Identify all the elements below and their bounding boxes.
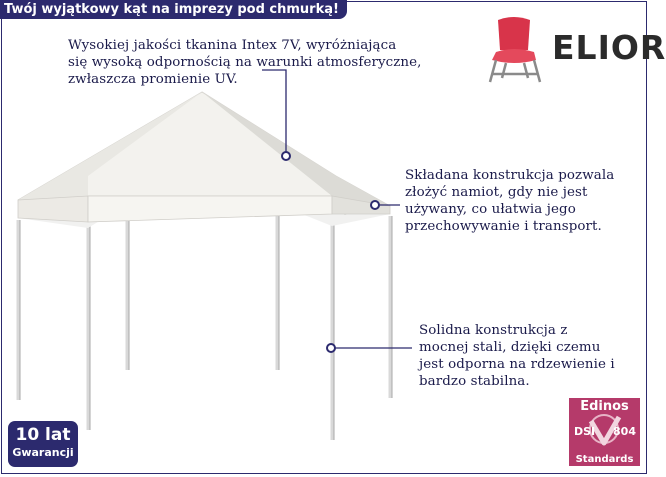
warranty-badge — [8, 421, 78, 467]
page-title: Twój wyjątkowy kąt na imprezy pod chmurką! — [0, 0, 347, 19]
chair-icon — [482, 14, 546, 86]
fabric-line-1: Wysokiej jakości tkanina Intex 7V, wyróżniająca — [68, 38, 397, 53]
certificate-title: Edinos — [580, 399, 629, 414]
steel-line-2: mocnej stali, dzięki czemu — [419, 340, 601, 355]
folding-line-2: złożyć namiot, gdy nie jest — [405, 185, 588, 200]
certificate-standards: Standards — [575, 454, 634, 465]
folding-line-3: używany, co ułatwia jego — [405, 202, 576, 217]
fabric-line-3: zwłaszcza promienie UV. — [68, 72, 238, 87]
warranty-years: 10 lat — [15, 425, 71, 445]
steel-marker — [327, 344, 335, 352]
folding-marker — [371, 201, 379, 209]
steel-callout — [419, 322, 615, 390]
certificate-left: DSI — [574, 425, 596, 438]
fabric-line-2: się wysoką odpornością na warunki atmosferyczne, — [68, 55, 422, 70]
steel-line-4: bardzo stabilna. — [419, 374, 530, 389]
fabric-callout — [68, 37, 422, 88]
certificate-badge — [569, 398, 640, 466]
folding-callout — [405, 167, 614, 235]
folding-line-1: Składana konstrukcja pozwala — [405, 168, 615, 183]
steel-line-3: jest odporna na rdzewienie i — [419, 357, 615, 372]
fabric-marker — [282, 152, 290, 160]
brand-name: ELIOR — [552, 28, 666, 67]
steel-line-1: Solidna konstrukcja z — [419, 323, 568, 338]
folding-line-4: przechowywanie i transport. — [405, 219, 602, 234]
brand-logo — [482, 14, 666, 86]
warranty-label: Gwarancji — [12, 446, 74, 459]
certificate-right: 804 — [613, 425, 636, 438]
